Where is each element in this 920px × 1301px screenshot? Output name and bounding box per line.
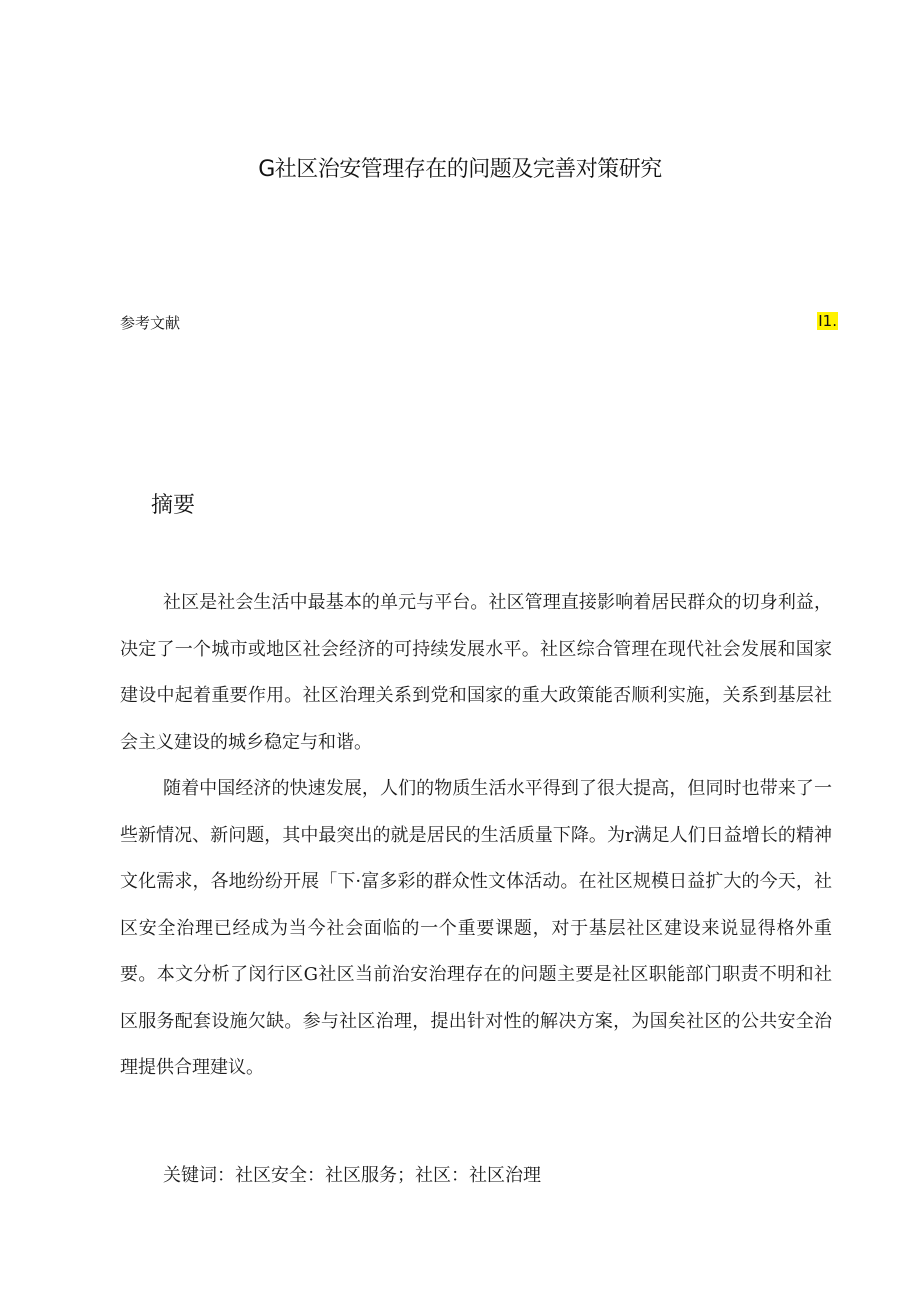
toc-entry <box>120 312 840 336</box>
keywords-line: 关键词：社区安全：社区服务；社区：社区治理 <box>163 1165 541 1186</box>
abstract-heading: 摘要 <box>151 493 196 518</box>
document-title: G社区治安管理存在的问题及完善对策研究 <box>258 157 662 182</box>
abstract-body <box>120 580 832 1092</box>
abstract-paragraph-1: 社区是社会生活中最基本的单元与平台。社区管理直接影响着居民群众的切身利益，决定了一个城市或地区社会经济的可持续发展水平。社区综合管理在现代社会发展和国家建设中起着重要作用。社区治理关系到党和国家的重大政策能否顺利实施，关系到基层社会主义建设的城乡稳定与和谐。 <box>120 592 832 753</box>
abstract-paragraph-2: 随着中国经济的快速发展，人们的物质生活水平得到了很大提高，但同时也带来了一些新情况、新问题，其中最突出的就是居民的生活质量下降。为r满足人们日益增长的精神文化需求，各地纷纷开展「下·富多彩的群众性文体活动。在社区规模日益扩大的今天，社区安全治理已经成为当今社会面临的一个重要课题，对于基层社区建设来说显得格外重要。本文分析了闵行区G社区当前治安治理存在的问题主要是社区职能部门职责不明和社区服务配套设施欠缺。参与社区治理，提出针对性的解决方案，为国矣社区的公共安全治理提供合理建议。 <box>120 778 832 1078</box>
toc-entry-page-number: I1. <box>818 312 837 330</box>
toc-entry-label: 参考文献 <box>120 314 181 332</box>
